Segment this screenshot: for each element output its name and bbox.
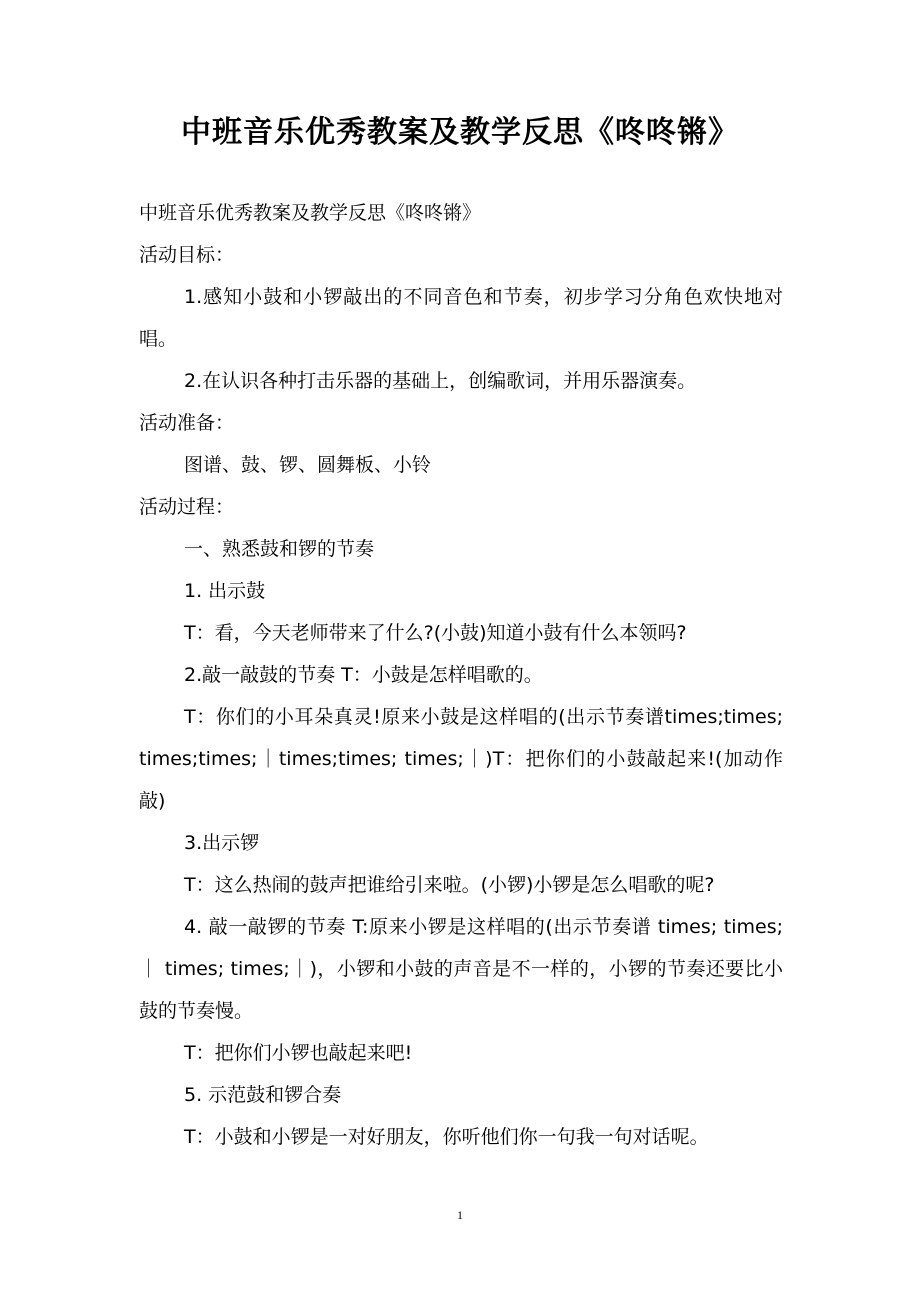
preparation-materials: 图谱、鼓、锣、圆舞板、小铃: [184, 454, 432, 476]
process-item: 2.敲一敲鼓的节奏 T：小鼓是怎样唱歌的。: [184, 664, 543, 686]
section-heading-preparation: 活动准备：: [139, 412, 235, 434]
section-heading-process: 活动过程：: [139, 496, 235, 518]
process-paragraph: T：看，今天老师带来了什么?(小鼓)知道小鼓有什么本领吗?: [184, 622, 687, 644]
document-title: 中班音乐优秀教案及教学反思《咚咚锵》: [181, 115, 739, 150]
process-paragraph: T：小鼓和小锣是一对好朋友，你听他们你一句我一句对话呢。: [184, 1126, 709, 1148]
process-paragraph: T：你们的小耳朵真灵!原来小鼓是这样唱的(出示节奏谱times;times; times;times;｜times;times; times;｜)T：把你们的小鼓敲起来!(加动作敲): [139, 706, 783, 812]
process-item: 3.出示锣: [184, 832, 260, 854]
goal-item-2: 2.在认识各种打击乐器的基础上，创编歌词，并用乐器演奏。: [184, 370, 697, 392]
process-paragraph: T：这么热闹的鼓声把谁给引来啦。(小锣)小锣是怎么唱歌的呢?: [184, 874, 715, 896]
goal-item-1: 1.感知小鼓和小锣敲出的不同音色和节奏，初步学习分角色欢快地对唱。: [139, 286, 783, 350]
process-item: 4. 敲一敲锣的节奏 T:原来小锣是这样唱的(出示节奏谱 times; times;｜ times; times;｜)，小锣和小鼓的声音是不一样的，小锣的节奏还要比小鼓的节奏慢。: [139, 916, 783, 1022]
document-body: [139, 192, 783, 1158]
process-step-heading: 一、熟悉鼓和锣的节奏: [184, 538, 375, 560]
subtitle-line: 中班音乐优秀教案及教学反思《咚咚锵》: [139, 202, 482, 224]
section-heading-goals: 活动目标：: [139, 244, 235, 266]
process-item: 5. 示范鼓和锣合奏: [184, 1084, 342, 1106]
process-paragraph: T：把你们小锣也敲起来吧!: [184, 1042, 413, 1064]
process-item: 1. 出示鼓: [184, 580, 266, 602]
page-number: 1: [457, 1208, 463, 1222]
